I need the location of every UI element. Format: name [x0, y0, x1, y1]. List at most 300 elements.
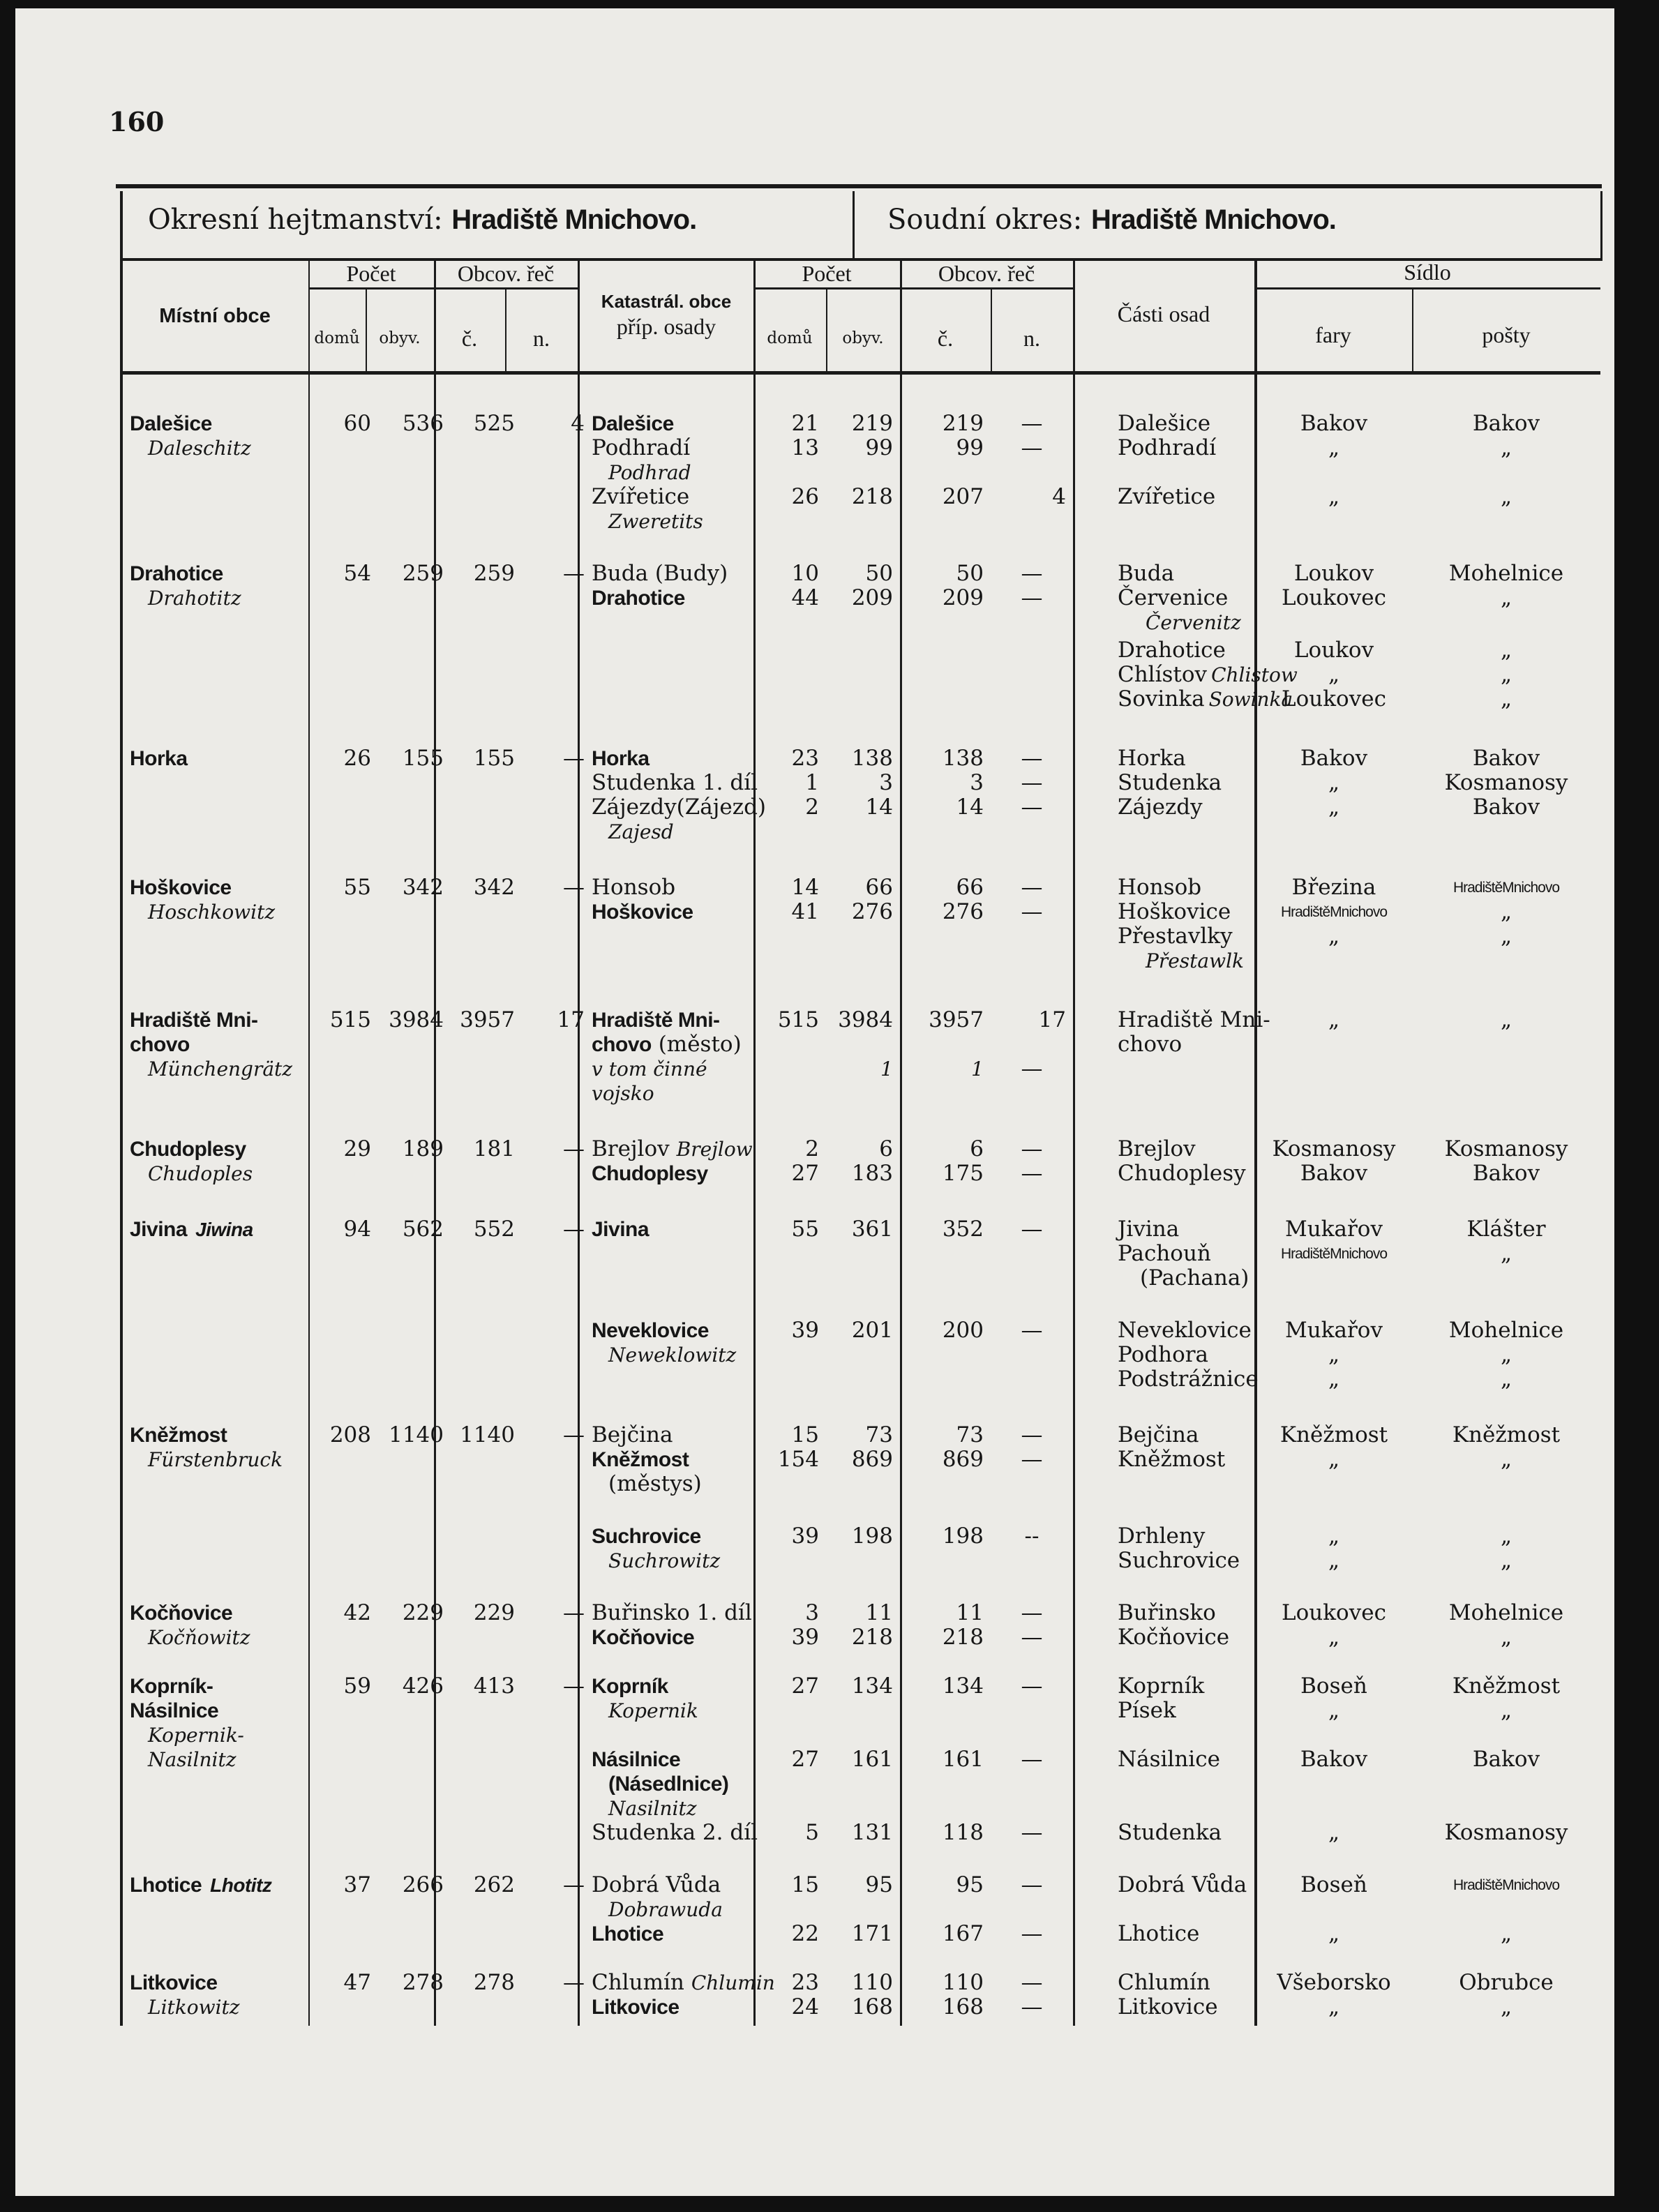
domu-value: 5	[805, 1820, 819, 1845]
cesky-value: 66	[956, 875, 984, 900]
fara: Loukov	[1293, 561, 1374, 586]
col-n-right: n.	[1023, 326, 1040, 351]
cesky-value: 3957	[929, 1007, 984, 1032]
cesky-value: 1	[971, 1058, 984, 1081]
obyv-value: 189	[402, 1136, 444, 1161]
posta: „	[1500, 662, 1512, 687]
obyv-value: 1	[880, 1058, 893, 1081]
cast-osady: (Pachana)	[1140, 1265, 1249, 1291]
katastr-name: Lhotice	[592, 1923, 664, 1946]
col-mistni: Místní obce	[159, 305, 271, 327]
katastr-name: Studenka 2. díl	[592, 1820, 758, 1845]
cast-german: Chlistow	[1211, 663, 1298, 686]
cesky-value: 134	[942, 1673, 984, 1699]
cesky-value: 14	[956, 795, 984, 820]
obyv-value: 426	[402, 1673, 444, 1699]
obyv-value: 266	[402, 1872, 444, 1897]
posta: Mohelnice	[1448, 1600, 1564, 1625]
nemecky-value: —	[1021, 1318, 1043, 1343]
domu-value: 22	[791, 1921, 819, 1946]
cesky-value: 278	[473, 1970, 515, 1995]
posta: Kosmanosy	[1444, 770, 1568, 795]
nemecky-value: —	[1021, 1970, 1043, 1995]
cesky-value: 118	[942, 1820, 984, 1845]
fara: „	[1328, 1447, 1340, 1472]
cesky-value: 3	[970, 770, 984, 795]
domu-value: 42	[343, 1600, 371, 1625]
obec-german: Hoschkowitz	[148, 901, 276, 924]
fara: Březina	[1291, 875, 1376, 900]
katastr-name: Jivina	[592, 1218, 650, 1241]
domu-value: 27	[791, 1161, 819, 1186]
obec-name: chovo	[130, 1033, 190, 1056]
obyv-value: 11	[865, 1600, 893, 1625]
col-obcov-left: Obcov. řeč	[457, 261, 555, 286]
fara: Boseň	[1300, 1673, 1367, 1699]
katastr-name: v tom činné	[592, 1058, 707, 1081]
posta: Obrubce	[1459, 1970, 1554, 1995]
domu-value: 26	[343, 746, 371, 771]
cesky-value: 552	[473, 1217, 515, 1242]
cesky-value: 198	[942, 1523, 984, 1549]
cast-osady: Dalešice	[1118, 411, 1211, 436]
fara: Bakov	[1300, 1747, 1368, 1772]
col-c-right: č.	[937, 326, 954, 351]
obyv-value: 183	[851, 1161, 893, 1186]
obyv-value: 6	[879, 1136, 893, 1161]
nemecky-value: —	[1021, 1673, 1043, 1699]
domu-value: 55	[343, 875, 371, 900]
cesky-value: 525	[473, 411, 515, 436]
posta: Bakov	[1472, 411, 1540, 436]
cesky-value: 209	[942, 585, 984, 610]
cesky-value: 175	[942, 1161, 984, 1186]
katastr-name: Chudoplesy	[592, 1162, 708, 1185]
cast-osady: Suchrovice	[1118, 1548, 1240, 1573]
katastr-german: Chlumin	[691, 1971, 775, 1994]
col-posty: pošty	[1482, 322, 1531, 347]
col-obyv-right: obyv.	[842, 329, 884, 347]
domu-value: 515	[329, 1007, 371, 1032]
obyv-value: 50	[865, 561, 893, 586]
domu-value: 44	[791, 585, 819, 610]
obyv-value: 198	[851, 1523, 893, 1549]
nemecky-value: —	[563, 561, 585, 586]
cast-osady: Násilnice	[1118, 1747, 1220, 1772]
sub-rule-left	[308, 287, 578, 289]
nemecky-value: —	[563, 1217, 585, 1242]
domu-value: 27	[791, 1673, 819, 1699]
cast-osady: Horka	[1118, 746, 1186, 771]
fara: „	[1328, 1625, 1340, 1650]
domu-value: 41	[791, 899, 819, 924]
nemecky-value: —	[1021, 561, 1043, 586]
obec-name: Lhotice Lhotitz	[130, 1874, 272, 1897]
katastr-name: Drahotice	[592, 587, 685, 610]
cesky-value: 219	[942, 411, 984, 436]
cesky-value: 413	[473, 1673, 515, 1699]
domu-value: 59	[343, 1673, 371, 1699]
col-fary: fary	[1315, 322, 1351, 347]
obec-name: Kočňovice	[130, 1602, 233, 1625]
fara: Loukovec	[1282, 585, 1386, 610]
fara: „	[1328, 795, 1340, 820]
obyv-value: 3984	[389, 1007, 444, 1032]
katastr-part: chovo	[592, 1033, 652, 1056]
okres-title	[148, 204, 696, 236]
obyv-value: 171	[851, 1921, 893, 1946]
domu-value: 10	[791, 561, 819, 586]
cast-osady: Zájezdy	[1118, 795, 1203, 820]
obyv-value: 138	[851, 746, 893, 771]
cast-osady: Buda	[1118, 561, 1175, 586]
katastr-sub: Suchrowitz	[608, 1549, 721, 1572]
posta: „	[1500, 1007, 1512, 1032]
fara: Všeborsko	[1277, 1970, 1391, 1995]
domu-value: 26	[791, 484, 819, 509]
posta: Bakov	[1472, 746, 1540, 771]
obyv-value: 218	[851, 484, 893, 509]
cesky-value: 259	[473, 561, 515, 586]
col-casti: Části osad	[1117, 301, 1210, 326]
obec-german: Daleschitz	[148, 437, 251, 460]
posta: Kosmanosy	[1444, 1820, 1568, 1845]
posta: „	[1500, 924, 1512, 949]
obyv-value: 131	[851, 1820, 893, 1845]
fara: „	[1328, 1548, 1340, 1573]
obyv-value: 201	[851, 1318, 893, 1343]
obec-german: Lhotitz	[210, 1874, 272, 1896]
nemecky-value: —	[1021, 746, 1043, 771]
cast-osady: Jivina	[1118, 1217, 1180, 1242]
obyv-value: 278	[402, 1970, 444, 1995]
col-sidlo: Sídlo	[1404, 259, 1451, 285]
cast-osady: Litkovice	[1118, 1994, 1218, 2019]
cesky-value: 229	[473, 1600, 515, 1625]
cast-osady: chovo	[1118, 1032, 1183, 1057]
obyv-value: 155	[402, 746, 444, 771]
obec-name: Jivina Jiwina	[130, 1218, 253, 1241]
okres-name: Hradiště Mnichovo.	[451, 204, 697, 235]
fara: Bakov	[1300, 411, 1368, 436]
cesky-value: 11	[956, 1600, 984, 1625]
column-header-rule	[120, 371, 1600, 375]
domu-value: 60	[343, 411, 371, 436]
cesky-value: 181	[473, 1136, 515, 1161]
fara: Loukov	[1293, 638, 1374, 663]
cast-osady: Hoškovice	[1118, 899, 1231, 924]
obyv-value: 73	[865, 1422, 893, 1447]
posta: HradištěMnichovo	[1452, 1877, 1560, 1893]
posta: Kněžmost	[1452, 1673, 1561, 1699]
katastr-name: Suchrovice	[592, 1525, 701, 1548]
fara: „	[1328, 1994, 1340, 2019]
cast-german: Přestawlk	[1146, 949, 1244, 972]
domu-value: 23	[791, 746, 819, 771]
nemecky-value: —	[1021, 435, 1043, 460]
obyv-value: 99	[865, 435, 893, 460]
fara: „	[1328, 435, 1340, 460]
cast-osady: Studenka	[1118, 1820, 1222, 1845]
domu-value: 14	[791, 875, 819, 900]
column-rule	[753, 261, 756, 2026]
nemecky-value: —	[1021, 1600, 1043, 1625]
posta: „	[1500, 1342, 1512, 1367]
cast-osady: Dobrá Vůda	[1118, 1872, 1247, 1897]
cast-osady: Hradiště Mni-	[1118, 1007, 1270, 1032]
cesky-value: 262	[473, 1872, 515, 1897]
nemecky-value: —	[563, 1136, 585, 1161]
fara: „	[1328, 1367, 1340, 1392]
obyv-value: 869	[851, 1447, 893, 1472]
obyv-value: 562	[402, 1217, 444, 1242]
soud-name: Hradiště Mnichovo.	[1090, 204, 1336, 235]
nemecky-value: —	[1021, 1747, 1043, 1772]
posta: „	[1500, 435, 1512, 460]
nemecky-value: --	[1024, 1523, 1039, 1549]
posta: „	[1500, 1447, 1512, 1472]
domu-value: 154	[777, 1447, 819, 1472]
cast-osady: Drahotice	[1118, 638, 1226, 663]
cast-osady: Písek	[1118, 1698, 1176, 1723]
cast-osady: Koprník	[1118, 1673, 1205, 1699]
cesky-value: 218	[942, 1625, 984, 1650]
nemecky-value: —	[1021, 899, 1043, 924]
cesky-value: 200	[942, 1318, 984, 1343]
domu-value: 1	[805, 770, 819, 795]
cast-osady: Honsob	[1118, 875, 1202, 900]
katastr-sub: Kopernik	[608, 1699, 698, 1722]
cast-osady: Sovinka Sowinka	[1118, 686, 1293, 712]
cesky-value: 161	[942, 1747, 984, 1772]
obec-german: Chudoples	[148, 1162, 253, 1185]
sub-rule-right	[753, 287, 1073, 289]
cast-osady: Brejlov	[1118, 1136, 1196, 1161]
posta: „	[1500, 1548, 1512, 1573]
cast-osady: Červenice	[1118, 585, 1229, 610]
nemecky-value: —	[563, 1673, 585, 1699]
fara: „	[1328, 770, 1340, 795]
nemecky-value: 4	[1052, 484, 1066, 509]
col-domu-right: domů	[767, 329, 813, 347]
domu-value: 37	[343, 1872, 371, 1897]
katastr-part: (město)	[651, 1032, 742, 1057]
domu-value: 23	[791, 1970, 819, 1995]
nemecky-value: —	[1021, 1820, 1043, 1845]
obec-german: Nasilnitz	[148, 1748, 237, 1771]
katastr-sub: Podhrad	[608, 461, 691, 484]
cesky-value: 110	[942, 1970, 984, 1995]
cast-osady: Chlumín	[1118, 1970, 1210, 1995]
cesky-value: 342	[473, 875, 515, 900]
nemecky-value: 17	[1038, 1007, 1066, 1032]
sub-rule-sidlo	[1254, 287, 1600, 289]
obyv-value: 110	[851, 1970, 893, 1995]
obyv-value: 229	[402, 1600, 444, 1625]
posta: Kosmanosy	[1444, 1136, 1568, 1161]
katastr-name: Litkovice	[592, 1996, 680, 2019]
obyv-value: 14	[865, 795, 893, 820]
header-divider	[853, 191, 855, 259]
nemecky-value: —	[1021, 875, 1043, 900]
nemecky-value: —	[1021, 1136, 1043, 1161]
obec-name: Násilnice	[130, 1699, 219, 1722]
obec-name: Kněžmost	[130, 1424, 227, 1447]
col-katastr1: Katastrál. obce	[601, 291, 732, 312]
fara: „	[1328, 1921, 1340, 1946]
obyv-value: 3984	[838, 1007, 893, 1032]
obyv-value: 218	[851, 1625, 893, 1650]
domu-value: 2	[805, 1136, 819, 1161]
obyv-value: 361	[851, 1217, 893, 1242]
cesky-value: 352	[942, 1217, 984, 1242]
katastr-name: Honsob	[592, 875, 676, 900]
domu-value: 29	[343, 1136, 371, 1161]
fara: „	[1328, 662, 1340, 687]
cesky-value: 6	[970, 1136, 984, 1161]
obyv-value: 3	[879, 770, 893, 795]
fara: Kosmanosy	[1272, 1136, 1396, 1161]
nemecky-value: —	[1021, 1872, 1043, 1897]
obec-german: Jiwina	[195, 1219, 253, 1240]
cesky-value: 73	[956, 1422, 984, 1447]
fara: „	[1328, 1698, 1340, 1723]
nemecky-value: —	[563, 875, 585, 900]
fara: „	[1328, 924, 1340, 949]
posta: „	[1500, 1921, 1512, 1946]
cesky-value: 155	[473, 746, 515, 771]
cesky-value: 869	[942, 1447, 984, 1472]
katastr-sub: Zajesd	[608, 820, 674, 843]
posta: Bakov	[1472, 1161, 1540, 1186]
nemecky-value: —	[1021, 1921, 1043, 1946]
cast-german: Sowinka	[1208, 688, 1293, 711]
fara: Mukařov	[1285, 1217, 1383, 1242]
soud-title	[887, 204, 1336, 236]
column-rule	[1073, 261, 1075, 2026]
katastr-name	[592, 1032, 742, 1058]
katastr-name: Brejlov Brejlow	[592, 1136, 753, 1161]
katastr-german: Brejlow	[676, 1138, 753, 1161]
nemecky-value: —	[563, 746, 585, 771]
posta: „	[1500, 1625, 1512, 1650]
domu-value: 15	[791, 1422, 819, 1447]
col-katastr2: příp. osady	[616, 314, 716, 339]
cast-osady: Drhleny	[1118, 1523, 1206, 1549]
posta: Mohelnice	[1448, 561, 1564, 586]
katastr-name: Zájezdy(Zájezd)	[592, 795, 767, 820]
fara: HradištěMnichovo	[1280, 1246, 1388, 1262]
cast-osady: Lhotice	[1118, 1921, 1200, 1946]
fara: „	[1328, 1523, 1340, 1549]
cast-osady: Buřinsko	[1118, 1600, 1216, 1625]
domu-value: 39	[791, 1318, 819, 1343]
katastr-name: Horka	[592, 747, 650, 770]
posta: „	[1500, 686, 1512, 712]
posta: „	[1500, 484, 1512, 509]
okres-label: Okresní hejtmanství:	[148, 204, 443, 236]
nemecky-value: —	[1021, 1056, 1043, 1081]
posta: HradištěMnichovo	[1452, 880, 1560, 896]
obec-name: Hoškovice	[130, 876, 232, 899]
posta: „	[1500, 899, 1512, 924]
fara: Boseň	[1300, 1872, 1367, 1897]
domu-value: 27	[791, 1747, 819, 1772]
cesky-value: 3957	[460, 1007, 515, 1032]
document-page	[15, 8, 1614, 2196]
cast-osady: Přestavlky	[1118, 924, 1233, 949]
cesky-value: 99	[956, 435, 984, 460]
obyv-value: 95	[865, 1872, 893, 1897]
fara: Mukařov	[1285, 1318, 1383, 1343]
obyv-value: 1140	[389, 1422, 444, 1447]
katastr-name: Podhradí	[592, 435, 691, 460]
katastr-name: vojsko	[592, 1082, 654, 1105]
obec-german: Münchengrätz	[148, 1058, 293, 1081]
domu-value: 21	[791, 411, 819, 436]
obyv-value: 161	[851, 1747, 893, 1772]
right-border	[1600, 191, 1602, 261]
nemecky-value: —	[1021, 1422, 1043, 1447]
obyv-value: 219	[851, 411, 893, 436]
posta: Kněžmost	[1452, 1422, 1561, 1447]
katastr-name: Kočňovice	[592, 1626, 695, 1649]
fara: Bakov	[1300, 1161, 1368, 1186]
obyv-value: 66	[865, 875, 893, 900]
domu-value: 47	[343, 1970, 371, 1995]
cast-osady: Studenka	[1118, 770, 1222, 795]
domu-value: 24	[791, 1994, 819, 2019]
katastr-name: Násilnice	[592, 1748, 681, 1771]
obyv-value: 342	[402, 875, 444, 900]
obec-name: Koprník-	[130, 1675, 213, 1698]
obec-name: Horka	[130, 747, 188, 770]
fara: Loukovec	[1282, 1600, 1386, 1625]
cesky-value: 1140	[460, 1422, 515, 1447]
fara: „	[1328, 1820, 1340, 1845]
domu-value: 13	[791, 435, 819, 460]
nemecky-value: —	[563, 1600, 585, 1625]
column-rule	[900, 261, 902, 2026]
katastr-name: Buda (Budy)	[592, 561, 728, 586]
col-pocet-left: Počet	[346, 261, 396, 286]
posta: Mohelnice	[1448, 1318, 1564, 1343]
obyv-value: 209	[851, 585, 893, 610]
domu-value: 3	[805, 1600, 819, 1625]
katastr-name: Studenka 1. díl	[592, 770, 758, 795]
obyv-value: 134	[851, 1673, 893, 1699]
domu-value: 55	[791, 1217, 819, 1242]
cast-osady: Chudoplesy	[1118, 1161, 1246, 1186]
katastr-name: Buřinsko 1. díl	[592, 1600, 752, 1625]
katastr-sub: (Násedlnice)	[608, 1773, 729, 1796]
obec-name: Chudoplesy	[130, 1138, 246, 1161]
domu-value: 54	[343, 561, 371, 586]
cast-osady: Podhora	[1118, 1342, 1209, 1367]
katastr-name: Chlumín Chlumin	[592, 1970, 775, 1995]
nemecky-value: —	[1021, 795, 1043, 820]
nemecky-value: —	[1021, 1447, 1043, 1472]
obec-name: Dalešice	[130, 412, 212, 435]
obyv-value: 276	[851, 899, 893, 924]
katastr-name: Hradiště Mni-	[592, 1009, 720, 1032]
cesky-value: 276	[942, 899, 984, 924]
posta: „	[1500, 1241, 1512, 1266]
fara: „	[1328, 1342, 1340, 1367]
cesky-value: 50	[956, 561, 984, 586]
obec-name: Drahotice	[130, 562, 223, 585]
col-n-left: n.	[533, 326, 550, 351]
